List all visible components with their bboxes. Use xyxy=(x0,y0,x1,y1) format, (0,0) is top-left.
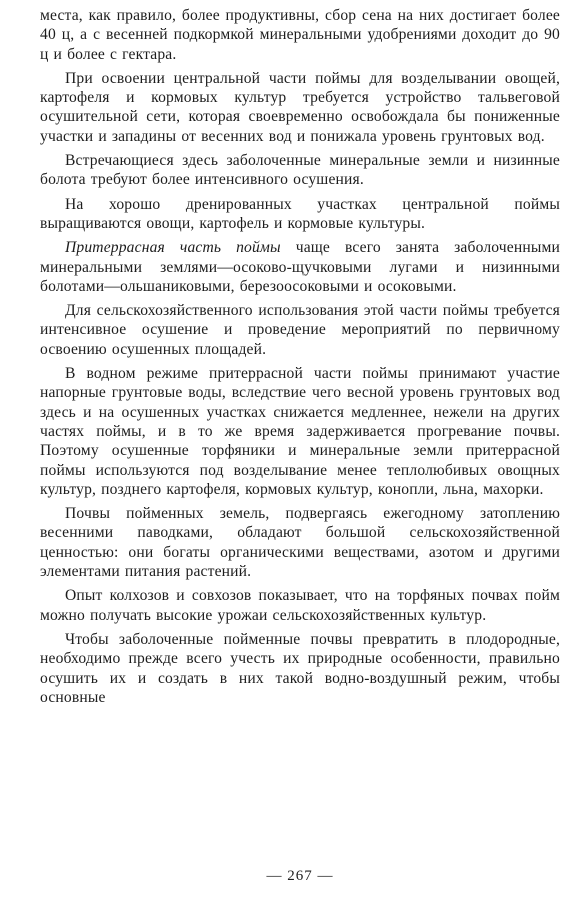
paragraph: В водном режиме притеррасной части поймы принимают участие напорные грунтовые воды, вследствие чего весной уровень грунтовых вод здесь и на осушенных участках снижается медленнее, нежели на других частях поймы, и в то же время задерживается прогревание почвы. Поэтому осушенные торфяники и минеральные земли притеррасной поймы используются под возделывание менее теплолюбивых овощных культур, позднего картофеля, кормовых культур, конопли, льна, махорки. xyxy=(40,365,560,498)
paragraph: Опыт колхозов и совхозов показывает, что на торфяных почвах пойм можно получать высокие урожаи сельскохозяйственных культур. xyxy=(40,587,560,624)
paragraph: При освоении центральной части поймы для возделывании овощей, картофеля и кормовых культур требуется устройство тальвеговой осушительной сети, которая своевременно освобождала бы пониженные участки и западины от весенних вод и понижала уровень грунтовых вод. xyxy=(40,69,560,145)
paragraph: Почвы пойменных земель, подвергаясь ежегодному затоплению весенними паводками, обладают большой сельскохозяйственной ценностью: они богаты органическими веществами, азотом и другими элементами питания растений. xyxy=(40,505,560,581)
paragraph: Чтобы заболоченные пойменные почвы превратить в плодородные, необходимо прежде всего учесть их природные особенности, правильно осушить их и создать в них такой водно-воздушный режим, чтобы основные xyxy=(40,630,560,706)
paragraph-with-italic-heading xyxy=(40,238,560,296)
paragraph: На хорошо дренированных участках центральной поймы выращиваются овощи, картофель и кормовые культуры. xyxy=(40,195,560,232)
paragraph: Встречающиеся здесь заболоченные минеральные земли и низинные болота требуют более интенсивного осушения. xyxy=(40,152,560,189)
book-page xyxy=(40,6,560,894)
page-number: — 267 — xyxy=(266,868,334,884)
paragraph: Для сельскохозяйственного использования этой части поймы требуется интенсивное осушение и проведение мероприятий по первичному освоению осушенных площадей. xyxy=(40,302,560,358)
paragraph-continued: места, как правило, более продуктивны, сбор сена на них достигает более 40 ц, а с весенней подкормкой минеральными удобрениями доходит до 90 ц и более с гектара. xyxy=(40,7,560,63)
paragraph-text: чаще всего занята заболоченными минеральными землями—осоково-щучковыми лугами и низинными болотами—ольшаниковыми, березоосоковыми и осоковыми. xyxy=(40,239,560,295)
italic-run-in-heading: Притеррасная часть поймы xyxy=(65,239,281,257)
